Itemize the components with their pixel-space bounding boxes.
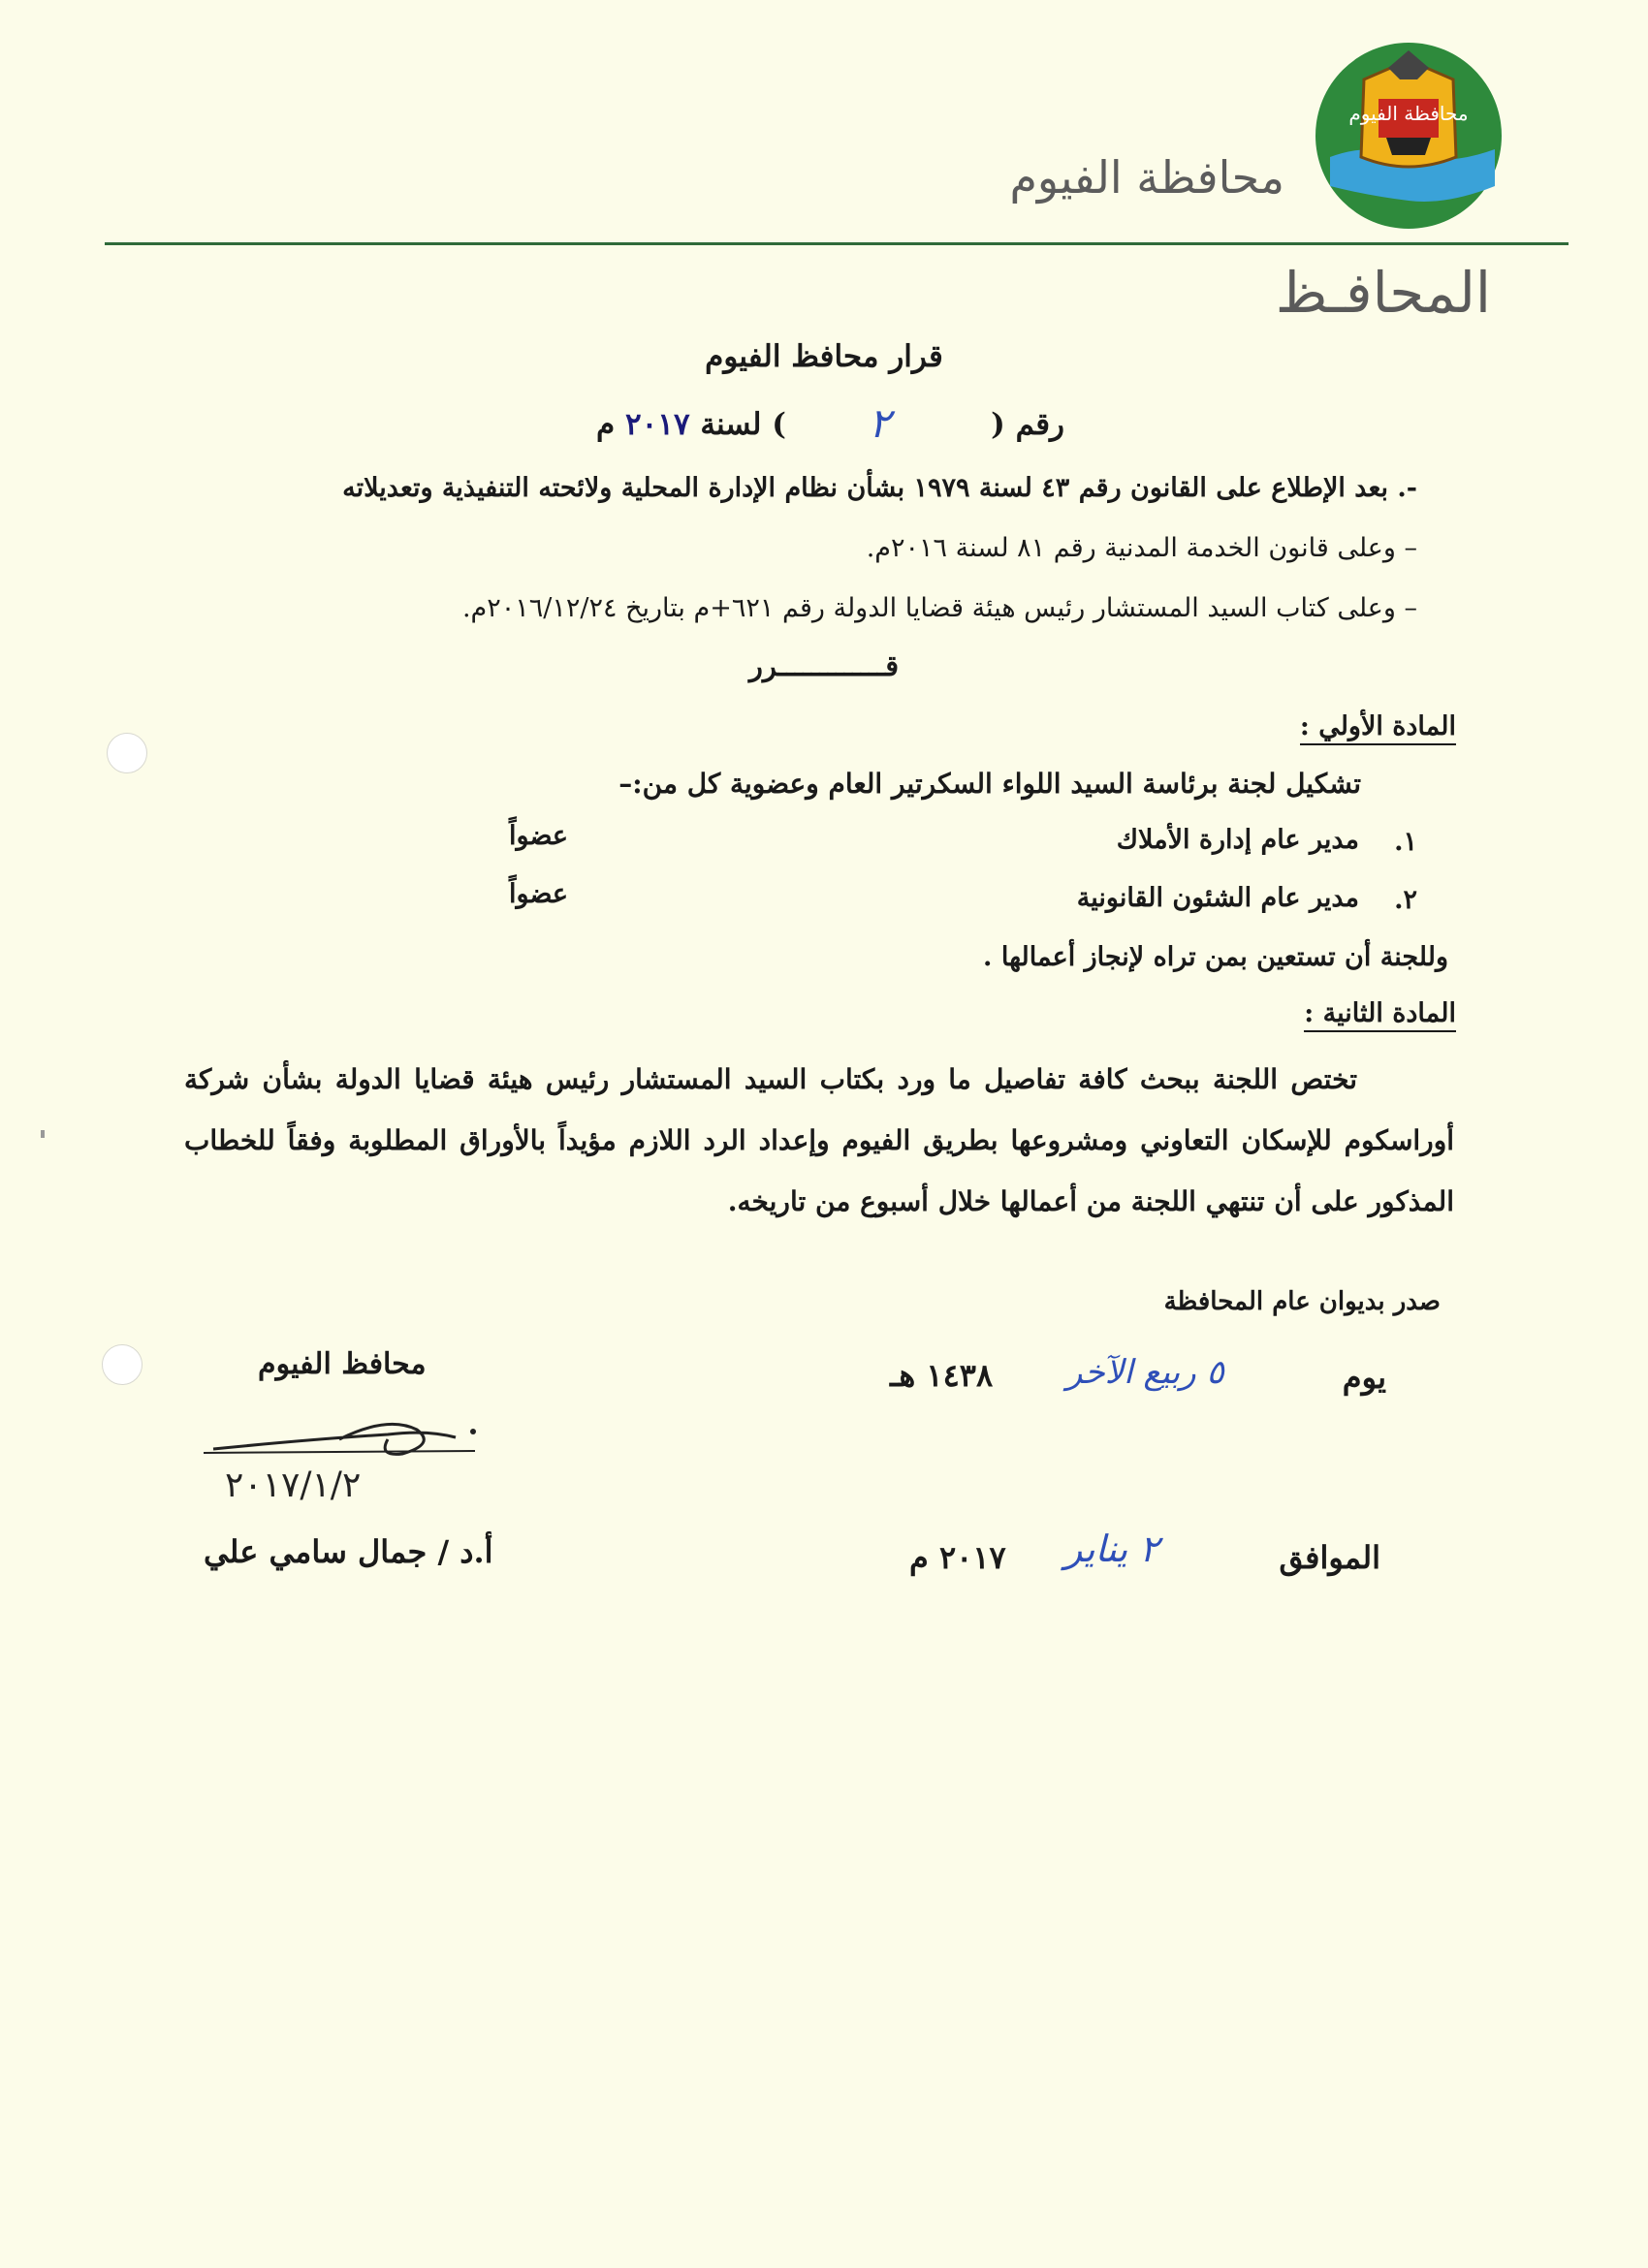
governorate-name: محافظة الفيوم xyxy=(1009,151,1284,204)
issued-at: صدر بديوان عام المحافظة xyxy=(1163,1287,1441,1316)
member-role: عضواً xyxy=(509,879,568,909)
preamble-line: – وعلى قانون الخدمة المدنية رقم ٨١ لسنة ٢٠١٦م. xyxy=(866,533,1417,563)
number-label: رقم ( xyxy=(991,407,1064,442)
decree-number-label xyxy=(991,407,1064,442)
member-number: ٢. xyxy=(1394,885,1417,915)
decree-number-handwritten: ٢ xyxy=(869,399,891,447)
decree-title: قرار محافظ الفيوم xyxy=(705,339,943,374)
preamble-line: – وعلى كتاب السيد المستشار رئيس هيئة قضايا الدولة رقم ٦٢١+م بتاريخ ٢٠١٦/١٢/٢٤م. xyxy=(461,593,1417,623)
year-suffix: م xyxy=(596,407,616,442)
member-name: مدير عام الشئون القانونية xyxy=(1076,883,1359,913)
article1-title: المادة الأولي : xyxy=(1300,711,1456,745)
signature-date-handwritten: ٢٠١٧/١/٢ xyxy=(225,1465,362,1505)
day-label: يوم xyxy=(1342,1359,1386,1396)
member-role: عضواً xyxy=(509,821,568,851)
article1-closing: وللجنة أن تستعين بمن تراه لإنجاز أعمالها . xyxy=(983,942,1448,972)
number-close: ) لسنة xyxy=(700,407,786,442)
hijri-date-handwritten: ٥ ربيع الآخر xyxy=(1066,1353,1224,1392)
article1-intro: تشكيل لجنة برئاسة السيد اللواء السكرتير العام وعضوية كل من:– xyxy=(618,768,1361,800)
office-title: المحافـظ xyxy=(1275,260,1491,326)
hijri-year: ١٤٣٨ هـ xyxy=(890,1357,994,1394)
signatory-name: أ.د / جمال سامي علي xyxy=(204,1533,493,1570)
punch-hole xyxy=(107,733,147,773)
article2-body: تختص اللجنة ببحث كافة تفاصيل ما ورد بكتاب السيد المستشار رئيس هيئة قضايا الدولة بشأن شركة أوراسكوم للإسكان التعاوني ومشروعها بطريق الفيوم وإعداد الرد اللازم مؤيداً بالأوراق المطلوبة وفقاً للخطاب المذكور على أن تنتهي اللجنة من أعمالها خلال أسبوع من تاريخه. xyxy=(184,1063,1454,1217)
preamble-line: -. بعد الإطلاع على القانون رقم ٤٣ لسنة ١٩٧٩ بشأن نظام الإدارة المحلية ولائحته التنفيذية وتعديلاته xyxy=(342,473,1417,503)
punch-hole xyxy=(102,1344,143,1385)
member-number: ١. xyxy=(1394,827,1417,857)
emblem-text: محافظة الفيوم xyxy=(1348,102,1469,125)
governor-label: محافظ الفيوم xyxy=(258,1347,427,1381)
gregorian-year: ٢٠١٧ م xyxy=(909,1539,1006,1576)
fayoum-emblem-icon xyxy=(1311,41,1506,231)
article2-title: المادة الثانية : xyxy=(1304,998,1456,1032)
decree-year xyxy=(596,407,786,442)
member-name: مدير عام إدارة الأملاك xyxy=(1116,825,1359,855)
year-value: ٢٠١٧ xyxy=(625,407,690,442)
decided-heading: قـــــــــــــرر xyxy=(748,649,900,682)
scan-speck xyxy=(41,1130,45,1138)
corresponding-label: الموافق xyxy=(1279,1539,1380,1576)
header-divider xyxy=(105,242,1569,245)
gregorian-date-handwritten: ٢ يناير xyxy=(1064,1528,1159,1570)
